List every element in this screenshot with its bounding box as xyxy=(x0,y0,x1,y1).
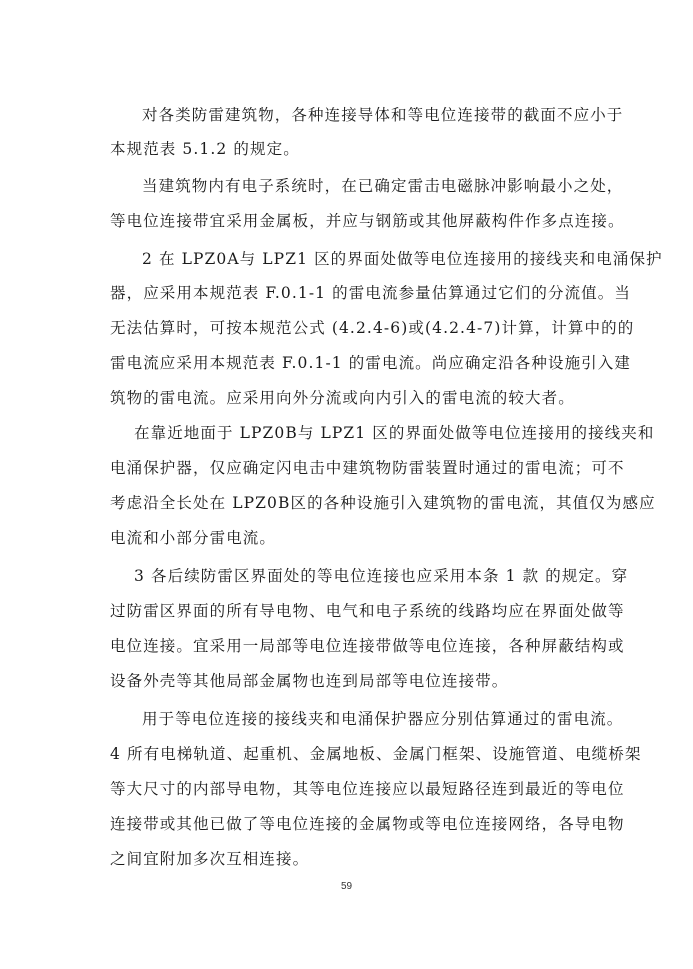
text-line: 本规范表 5.1.2 的规定。 xyxy=(110,140,300,158)
text-line: 筑物的雷电流。应采用向外分流或向内引入的雷电流的较大者。 xyxy=(110,389,575,407)
text-line: 等电位连接带宜采用金属板，并应与钢筋或其他屏蔽构件作多点连接。 xyxy=(110,212,625,230)
text-line: 电流和小部分雷电流。 xyxy=(110,529,277,547)
text-line: 3 各后续防雷区界面处的等电位连接也应采用本条 1 款 的规定。穿 xyxy=(134,567,629,585)
text-line: 考虑沿全长处在 LPZ0B区的各种设施引入建筑物的雷电流，其值仅为感应 xyxy=(110,494,656,512)
text-line: 无法估算时，可按本规范公式 (4.2.4-6)或(4.2.4-7)计算，计算中的的 xyxy=(110,319,635,337)
text-line: 当建筑物内有电子系统时，在已确定雷击电磁脉冲影响最小之处， xyxy=(142,177,624,195)
text-line: 器，应采用本规范表 F.0.1-1 的雷电流参量估算通过它们的分流值。当 xyxy=(110,284,631,302)
text-line: 2 在 LPZ0A与 LPZ1 区的界面处做等电位连接用的接线夹和电涌保护 xyxy=(142,250,663,268)
text-line: 4 所有电梯轨道、起重机、金属地板、金属门框架、设施管道、电缆桥架 xyxy=(110,745,642,763)
text-line: 连接带或其他已做了等电位连接的金属物或等电位连接网络，各导电物 xyxy=(110,815,625,833)
text-line: 等大尺寸的内部导电物，其等电位连接应以最短路径连到最近的等电位 xyxy=(110,780,625,798)
text-line: 过防雷区界面的所有导电物、电气和电子系统的线路均应在界面处做等 xyxy=(110,602,625,620)
text-line: 电位连接。宜采用一局部等电位连接带做等电位连接，各种屏蔽结构或 xyxy=(110,637,625,655)
page-number: 59 xyxy=(340,881,353,892)
text-line: 雷电流应采用本规范表 F.0.1-1 的雷电流。尚应确定沿各种设施引入建 xyxy=(110,354,631,372)
text-line: 用于等电位连接的接线夹和电涌保护器应分别估算通过的雷电流。 xyxy=(142,710,624,728)
text-line: 对各类防雷建筑物，各种连接导体和等电位连接带的截面不应小于 xyxy=(142,106,624,124)
text-line: 在靠近地面于 LPZ0B与 LPZ1 区的界面处做等电位连接用的接线夹和 xyxy=(134,424,655,442)
text-line: 设备外壳等其他局部金属物也连到局部等电位连接带。 xyxy=(110,672,509,690)
text-line: 电涌保护器，仅应确定闪电击中建筑物防雷装置时通过的雷电流；可不 xyxy=(110,459,625,477)
text-line: 之间宜附加多次互相连接。 xyxy=(110,850,310,868)
